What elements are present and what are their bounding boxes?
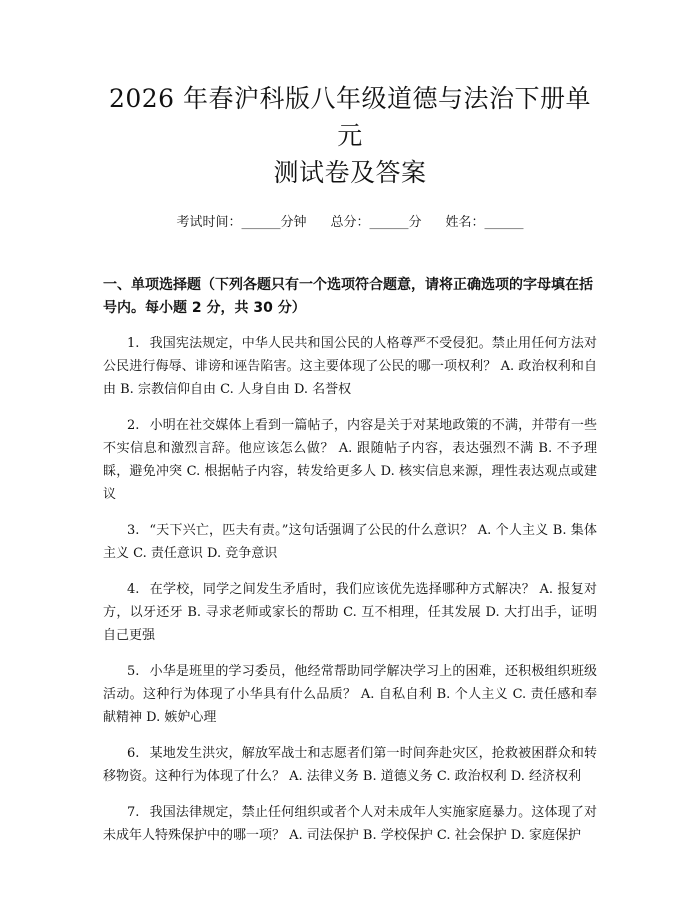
exam-title-line2: 测试卷及答案 [273,158,427,187]
question-item [103,578,597,647]
question-text: 小明在社交媒体上看到一篇帖子，内容是关于对某地政策的不满，并带有一些不实信息和激烈言辞。他应该怎么做？ A. 跟随帖子内容，表达强烈不满 B. 不予理睬，避免冲突 C. 根据帖子内容，转发给更多人 D. 核实信息来源，理性表达观点或建议 [103,418,597,502]
exam-time-field: 考试时间：______分钟 [176,215,307,230]
question-text: 我国法律规定，禁止任何组织或者个人对未成年人实施家庭暴力。这体现了对未成年人特殊保护中的哪一项？ A. 司法保护 B. 学校保护 C. 社会保护 D. 家庭保护 [103,805,597,843]
question-text: 在学校，同学之间发生矛盾时，我们应该优先选择哪种方式解决？ A. 报复对方，以牙还牙 B. 寻求老师或家长的帮助 C. 互不相理，任其发展 D. 大打出手，证明自己更强 [103,582,597,643]
question-item [103,414,597,506]
question-item [103,519,597,565]
question-item [103,332,597,401]
question-number: 6. [127,746,140,761]
question-item [103,660,597,729]
question-number: 5. [127,664,140,679]
question-text: 小华是班里的学习委员，他经常帮助同学解决学习上的困难，还积极组织班级活动。这种行为体现了小华具有什么品质？ A. 自私自利 B. 个人主义 C. 责任感和奉献精神 D. 嫉妒心理 [103,664,597,725]
question-text: 某地发生洪灾，解放军战士和志愿者们第一时间奔赴灾区，抢救被困群众和转移物资。这种行为体现了什么？ A. 法律义务 B. 道德义务 C. 政治权利 D. 经济权利 [103,746,597,784]
exam-meta-line [103,214,597,232]
student-name-field: 姓名：______ [445,215,524,230]
question-item [103,801,597,847]
exam-title [103,0,597,191]
question-number: 1. [127,336,140,351]
question-number: 2. [127,418,140,433]
question-text: 我国宪法规定，中华人民共和国公民的人格尊严不受侵犯。禁止用任何方法对公民进行侮辱、诽谤和诬告陷害。这主要体现了公民的哪一项权利？ A. 政治权利和自由 B. 宗教信仰自由 C. 人身自由 D. 名誉权 [103,336,597,397]
section-heading: 一、单项选择题（下列各题只有一个选项符合题意，请将正确选项的字母填在括号内。每小题 2 分，共 30 分） [103,277,593,316]
exam-title-line1: 2026 年春沪科版八年级道德与法治下册单元 [108,84,592,150]
question-number: 4. [127,582,140,597]
question-item [103,742,597,788]
question-number: 7. [127,805,140,820]
question-number: 3. [127,523,140,538]
question-text: “天下兴亡，匹夫有责。”这句话强调了公民的什么意识？ A. 个人主义 B. 集体主义 C. 责任意识 D. 竞争意识 [103,523,597,561]
question-list [103,332,597,847]
exam-score-field: 总分：______分 [330,215,422,230]
